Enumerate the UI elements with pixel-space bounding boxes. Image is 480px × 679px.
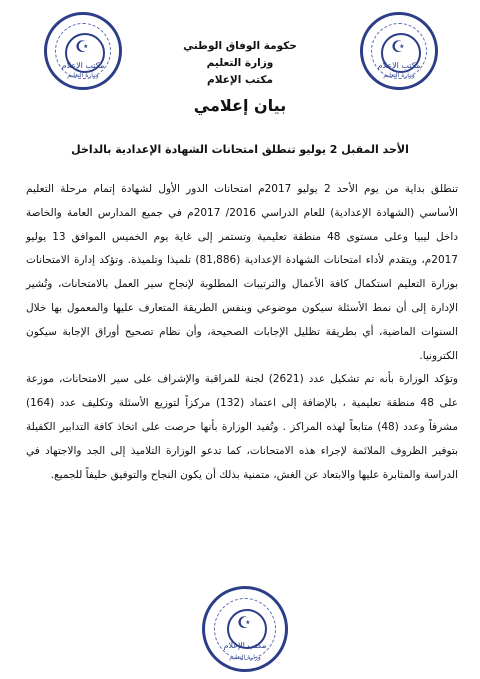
seal-office-text: مكتب الإعلام [377, 61, 421, 70]
seal-ring-text: وزارة التعليم [67, 72, 99, 79]
seal-ring-text: وزارة التعليم [383, 72, 415, 79]
official-seal-top-left [44, 12, 122, 90]
document-subtitle: الأحد المقبل 2 يوليو تنطلق امتحانات الشهادة الإعدادية بالداخل [71, 143, 409, 156]
letterhead [150, 38, 330, 89]
seal-office-text: مكتب الإعلام [61, 61, 105, 70]
official-seal-bottom [202, 586, 288, 672]
body-paragraph: وتؤكد الوزارة بأنه تم تشكيل عدد (2621) لجنة للمراقبة والإشراف على سير الامتحانات، موزعة على 48 منطقة تعليمية ، بالإضافة إلى اعتماد (132) مركزاً لتوزيع الأسئلة وتكليف عدد (164) مشرفاً وعدد (48) متابعاً لهذه المراكز . وتُفيد الوزارة بأنها حرصت على اتخاذ كافة التدابير الكفيلة بتوفير الظروف الملائمة لإجراء هذه الامتحانات، كما تدعو الوزارة التلاميذ إلى الجد والاجتهاد في الدراسة والمثابرة عليها والابتعاد عن الغش، متمنية بذلك أن يكون النجاح والتوفيق حليفاً للجميع. [26, 373, 458, 481]
document-title: بيان إعلامي [193, 96, 287, 115]
document-body [26, 178, 458, 487]
crescent-star-icon: ☪ [237, 613, 252, 632]
crescent-star-icon: ☪ [391, 37, 406, 56]
crescent-star-icon: ☪ [75, 37, 90, 56]
letterhead-ministry: وزارة التعليم [206, 57, 274, 69]
body-paragraph: تنطلق بداية من يوم الأحد 2 يوليو 2017م امتحانات الدور الأول لشهادة إتمام مرحلة التعليم الأساسي (الشهادة الإعدادية) للعام الدراسي 2016/ 2017م في جميع المدارس العامة والخاصة داخل ليبيا وعلى مستوى 48 منطقة تعليمية وتستمر إلى غاية يوم الخميس الموافق 13 يوليو 2017م، ويتقدم لأداء امتحانات الشهادة الإعدادية (81,886) تلميذا وتلميذة. وتؤكد إدارة الامتحانات بوزارة التعليم استكمال كافة الأعمال والترتيبات المطلوبة لإنجاح سير العمل بالامتحانات، وتُشير الإدارة إلى أن نمط الأسئلة سيكون موضوعي وبنفس الطريقة المتعارف عليها والمعمول بها خلال السنوات الماضية، أي بطريقة تظليل الإجابات الصحيحة، وأن نظام تصحيح أوراق الإجابة سيكون الكترونيا. [26, 183, 459, 362]
letterhead-government: حكومة الوفاق الوطني [183, 40, 297, 52]
letterhead-office: مكتب الإعلام [207, 74, 273, 86]
seal-office-text: مكتب الإعلام [223, 641, 267, 650]
seal-ring-text: وزارة التعليم [229, 654, 261, 661]
official-seal-top-right [360, 12, 438, 90]
